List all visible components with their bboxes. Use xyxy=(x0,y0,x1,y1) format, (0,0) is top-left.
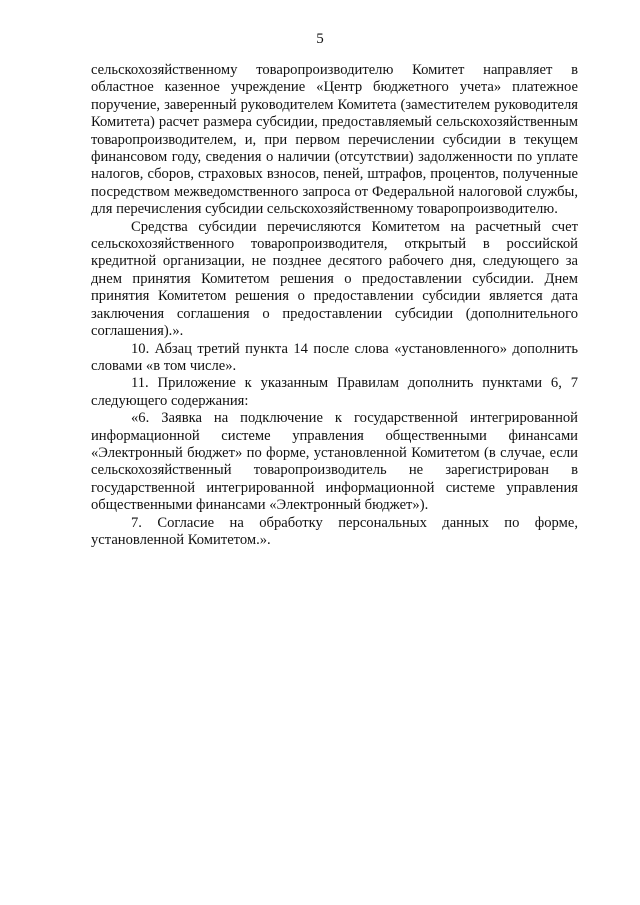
document-body xyxy=(91,62,578,549)
page-number: 5 xyxy=(316,31,324,47)
paragraph-continuation: сельскохозяйственному товаропроизводителю Комитет направляет в областное казенное учреждение «Центр бюджетного учета» платежное поручение, заверенный руководителем Комитета (заместителем руководителя Комитета) расчет размера субсидии, предоставляемый сельскохозяйственным товаропроизводителем, и, при первом перечислении субсидии в текущем финансовом году, сведения о наличии (отсутствии) задолженности по уплате налогов, сборов, страховых взносов, пеней, штрафов, процентов, полученные посредством межведомственного запроса от Федеральной налоговой службы, для перечисления субсидии сельскохозяйственному товаропроизводителю. xyxy=(91,62,578,218)
paragraph-subsidy-transfer: Средства субсидии перечисляются Комитетом на расчетный счет сельскохозяйственного товаропроизводителя, открытый в российской кредитной организации, не позднее десятого рабочего дня, следующего за днем принятия Комитетом решения о предоставлении субсидии. Днем принятия Комитетом решения о предоставлении субсидии является дата заключения соглашения о предоставлении субсидии (дополнительного соглашения).». xyxy=(91,218,578,340)
paragraph-item-7: 7. Согласие на обработку персональных данных по форме, установленной Комитетом.». xyxy=(91,514,578,548)
paragraph-item-6: «6. Заявка на подключение к государственной интегрированной информационной системе управления общественными финансами «Электронный бюджет» по форме, установленной Комитетом (в случае, если сельскохозяйственный товаропроизводитель не зарегистрирован в государственной интегрированной информационной системе управления общественными финансами «Электронный бюджет»). xyxy=(91,410,578,514)
paragraph-item-11: 11. Приложение к указанным Правилам дополнить пунктами 6, 7 следующего содержания: xyxy=(91,375,578,409)
paragraph-item-10: 10. Абзац третий пункта 14 после слова «установленного» дополнить словами «в том числе». xyxy=(91,340,578,374)
